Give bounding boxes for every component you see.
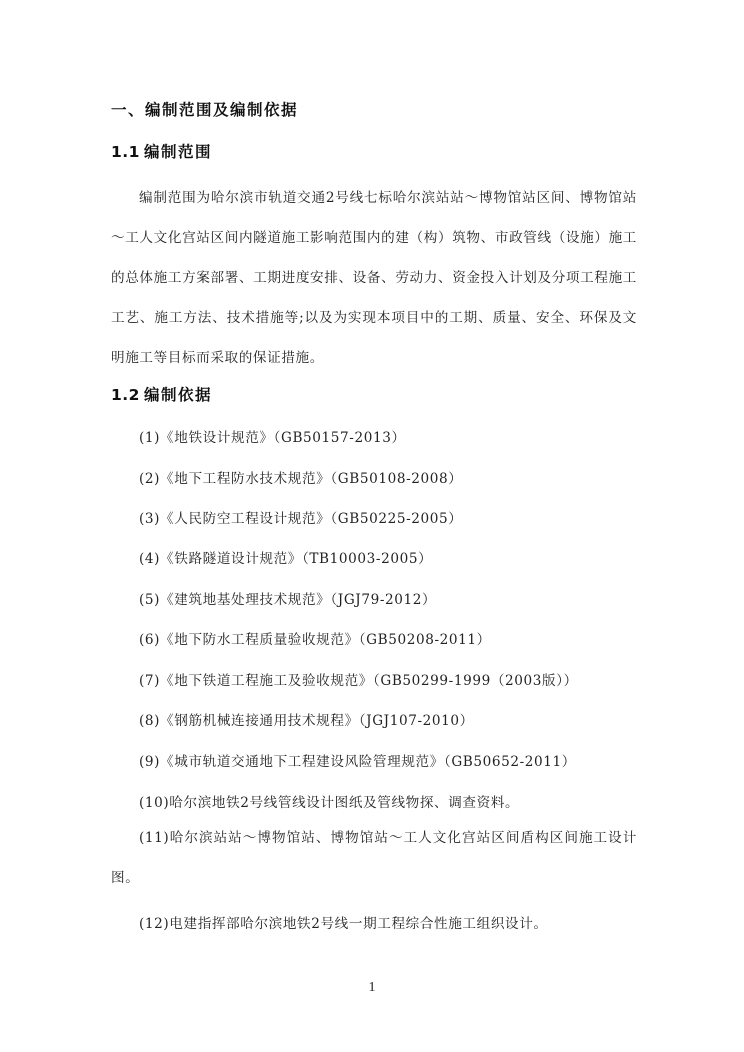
reference-item: (7)《地下铁道工程施工及验收规范》（GB50299-1999（2003版）） [139, 673, 578, 689]
section-title: 编制范围 [143, 143, 212, 161]
scope-paragraph: 编制范围为哈尔滨市轨道交通2号线七标哈尔滨站站～博物馆站区间、博物馆站～工人文化宫站区间内隧道施工影响范围内的建（构）筑物、市政管线（设施）施工的总体施工方案部署、工期进度安排、设备、劳动力、资金投入计划及分项工程施工工艺、施工方法、技术措施等;以及为实现本项目中的工期、质量、安全、环保及文明施工等目标而采取的保证措施。 [111, 190, 637, 366]
reference-item: (1)《地铁设计规范》（GB50157-2013） [139, 430, 406, 446]
page-number: 1 [368, 980, 376, 995]
section-number: 1.1 [111, 143, 140, 161]
chapter-heading: 一、编制范围及编制依据 [111, 101, 299, 119]
reference-item: (10)哈尔滨地铁2号线管线设计图纸及管线物探、调查资料。 [139, 795, 520, 811]
reference-item: (8)《钢筋机械连接通用技术规程》（JGJ107-2010） [139, 713, 474, 729]
reference-item: (5)《建筑地基处理技术规范》（JGJ79-2012） [139, 592, 437, 608]
reference-item: (11)哈尔滨站站～博物馆站、博物馆站～工人文化宫站区间盾构区间施工设计图。 [111, 830, 637, 886]
reference-item: (3)《人民防空工程设计规范》（GB50225-2005） [139, 511, 463, 527]
reference-item: (4)《铁路隧道设计规范》（TB10003-2005） [139, 551, 433, 567]
section-title: 编制依据 [143, 386, 212, 404]
reference-item: (2)《地下工程防水技术规范》（GB50108-2008） [139, 471, 463, 487]
reference-item: (12)电建指挥部哈尔滨地铁2号线一期工程综合性施工组织设计。 [139, 916, 548, 932]
reference-item: (9)《城市轨道交通地下工程建设风险管理规范》（GB50652-2011） [139, 754, 576, 770]
reference-item: (6)《地下防水工程质量验收规范》（GB50208-2011） [139, 632, 491, 648]
section-heading-1-2 [111, 383, 212, 405]
section-number: 1.2 [111, 386, 140, 404]
section-heading-1-1 [111, 140, 212, 162]
